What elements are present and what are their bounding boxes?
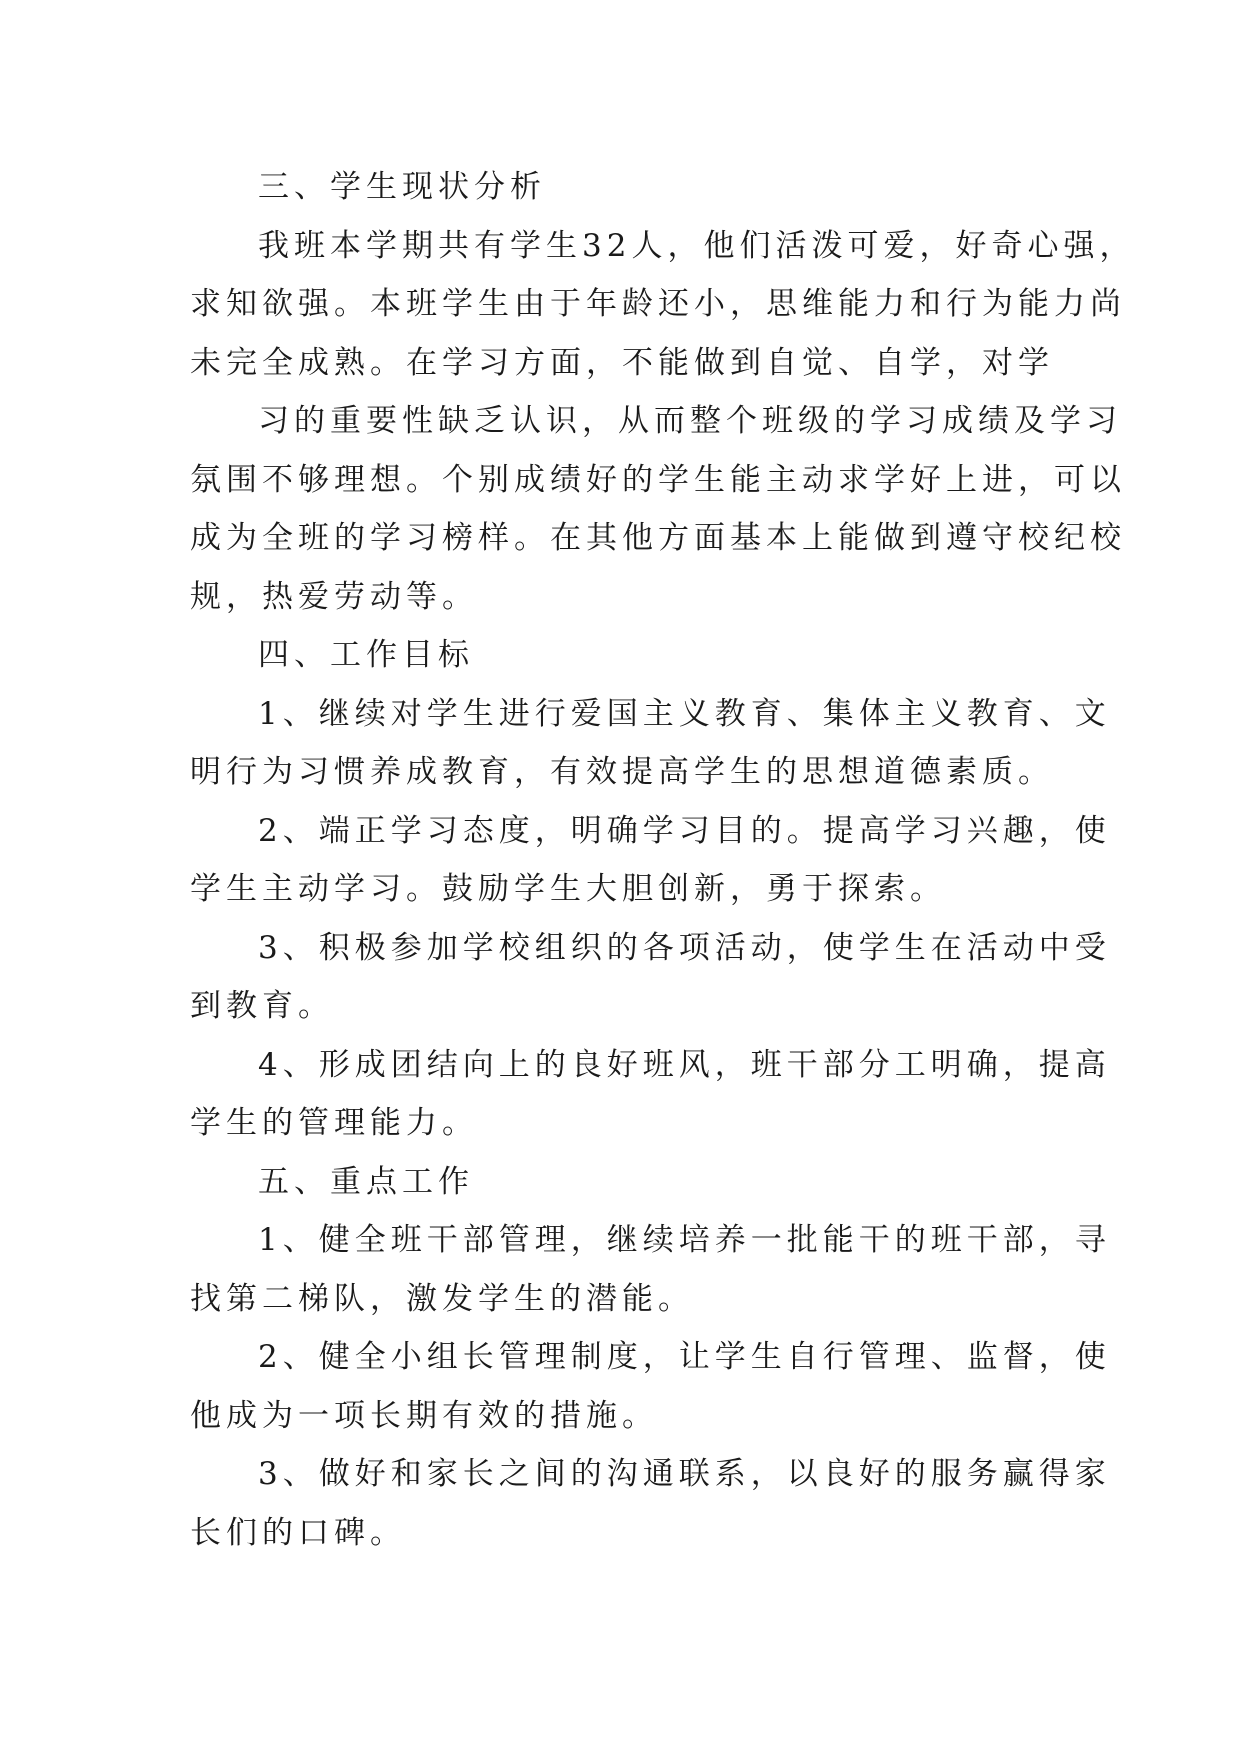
- paragraph-line: 成为全班的学习榜样。在其他方面基本上能做到遵守校纪校: [190, 520, 1126, 556]
- paragraph-line: 规，热爱劳动等。: [190, 578, 478, 615]
- paragraph-line: 未完全成熟。在学习方面，不能做到自觉、自学，对学: [190, 344, 1054, 381]
- list-item-line: 明行为习惯养成教育，有效提高学生的思想道德素质。: [190, 754, 1054, 790]
- list-item-line: 找第二梯队，激发学生的潜能。: [190, 1280, 694, 1317]
- list-item-line: 2、健全小组长管理制度，让学生自行管理、监督，使: [258, 1339, 1111, 1375]
- list-item-line: 2、端正学习态度，明确学习目的。提高学习兴趣，使: [258, 812, 1111, 849]
- list-item-line: 长们的口碑。: [190, 1514, 406, 1551]
- document-body: [190, 158, 1136, 1562]
- list-item-line: 3、积极参加学校组织的各项活动，使学生在活动中受: [258, 929, 1111, 966]
- section-heading-work-goals: 四、工作目标: [258, 637, 474, 673]
- paragraph-line: 习的重要性缺乏认识，从而整个班级的学习成绩及学习: [258, 403, 1122, 439]
- section-heading-student-status: 三、学生现状分析: [258, 169, 546, 205]
- paragraph-line: 我班本学期共有学生32人，他们活泼可爱，好奇心强，: [258, 227, 1136, 264]
- list-item-line: 1、健全班干部管理，继续培养一批能干的班干部，寻: [258, 1222, 1111, 1258]
- section-heading-key-work: 五、重点工作: [258, 1163, 474, 1200]
- list-item-line: 4、形成团结向上的良好班风，班干部分工明确，提高: [258, 1046, 1111, 1083]
- list-item-line: 1、继续对学生进行爱国主义教育、集体主义教育、文: [258, 695, 1111, 732]
- list-item-line: 他成为一项长期有效的措施。: [190, 1397, 658, 1434]
- list-item-line: 到教育。: [190, 988, 334, 1024]
- list-item-line: 3、做好和家长之间的沟通联系，以良好的服务赢得家: [258, 1456, 1111, 1492]
- list-item-line: 学生的管理能力。: [190, 1105, 478, 1141]
- paragraph-line: 氛围不够理想。个别成绩好的学生能主动求学好上进，可以: [190, 461, 1126, 498]
- paragraph-line: 求知欲强。本班学生由于年龄还小，思维能力和行为能力尚: [190, 286, 1126, 322]
- list-item-line: 学生主动学习。鼓励学生大胆创新，勇于探索。: [190, 871, 946, 907]
